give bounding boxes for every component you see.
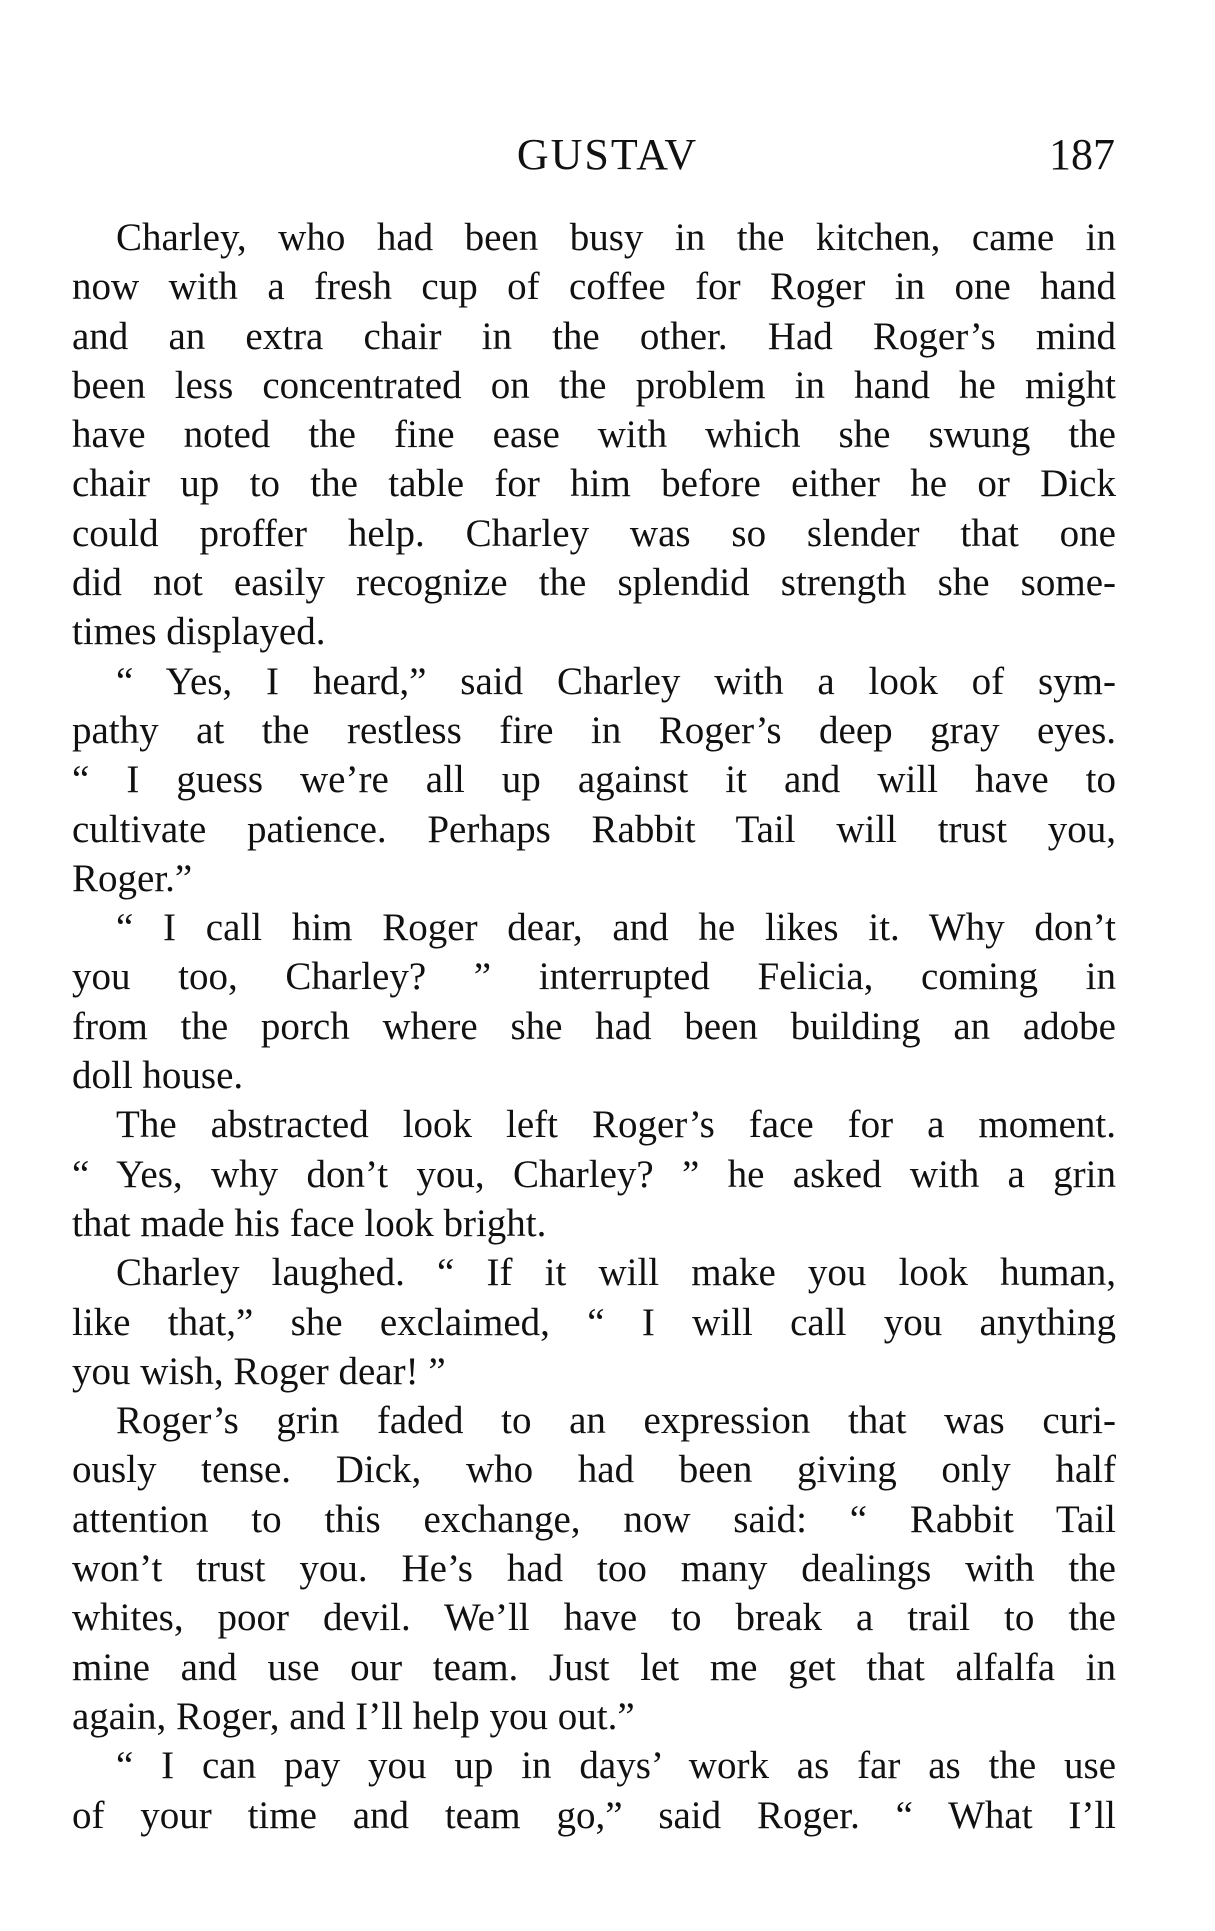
text-line: “ I call him Roger dear, and he likes it. Why don’t xyxy=(116,906,1116,950)
text-line: “ I can pay you up in days’ work as far as the use xyxy=(116,1744,1116,1788)
text-line: Charley laughed. “ If it will make you look human, xyxy=(116,1251,1116,1295)
text-line: “ Yes, why don’t you, Charley? ” he asked with a grin xyxy=(72,1152,1116,1196)
text-line: The abstracted look left Roger’s face for a moment. xyxy=(116,1103,1116,1147)
page-number: 187 xyxy=(1049,130,1115,179)
text-line: could proffer help. Charley was so slender that one xyxy=(72,511,1116,555)
text-line: did not easily recognize the splendid strength she some- xyxy=(72,561,1116,605)
text-line: cultivate patience. Perhaps Rabbit Tail will trust you, xyxy=(72,807,1116,851)
text-line: you too, Charley? ” interrupted Felicia, coming in xyxy=(72,955,1116,999)
text-line: of your time and team go,” said Roger. “ What I’ll xyxy=(72,1793,1116,1837)
text-line: chair up to the table for him before either he or Dick xyxy=(72,462,1116,506)
text-line: won’t trust you. He’s had too many dealings with the xyxy=(72,1547,1116,1591)
text-line: that made his face look bright. xyxy=(72,1201,547,1245)
text-line: been less concentrated on the problem in hand he might xyxy=(72,363,1116,407)
text-line: Roger’s grin faded to an expression that was curi- xyxy=(116,1399,1116,1443)
text-line: whites, poor devil. We’ll have to break a trail to the xyxy=(72,1596,1116,1640)
text-line: ously tense. Dick, who had been giving only half xyxy=(72,1448,1116,1492)
text-line: from the porch where she had been building an adobe xyxy=(72,1004,1116,1048)
text-line: like that,” she exclaimed, “ I will call you anything xyxy=(72,1300,1116,1344)
body-text xyxy=(72,213,1116,1840)
text-line: “ Yes, I heard,” said Charley with a look of sym- xyxy=(116,659,1116,703)
text-line: Charley, who had been busy in the kitchen, came in xyxy=(116,216,1116,259)
text-line: and an extra chair in the other. Had Roger’s mind xyxy=(72,314,1116,358)
text-line: again, Roger, and I’ll help you out.” xyxy=(72,1694,635,1738)
text-line: mine and use our team. Just let me get that alfalfa in xyxy=(72,1645,1116,1689)
text-line: have noted the fine ease with which she swung the xyxy=(72,413,1116,457)
text-line: times displayed. xyxy=(72,610,326,654)
text-line: doll house. xyxy=(72,1054,244,1098)
text-line: attention to this exchange, now said: “ Rabbit Tail xyxy=(72,1497,1116,1541)
text-line: pathy at the restless fire in Roger’s deep gray eyes. xyxy=(72,708,1116,752)
running-head xyxy=(0,125,1215,185)
text-line: you wish, Roger dear! ” xyxy=(72,1349,446,1393)
running-title: GUSTAV xyxy=(516,130,699,179)
text-line: now with a fresh cup of coffee for Roger in one hand xyxy=(72,265,1116,309)
text-line: Roger.” xyxy=(72,856,193,900)
text-line: “ I guess we’re all up against it and will have to xyxy=(72,758,1116,802)
